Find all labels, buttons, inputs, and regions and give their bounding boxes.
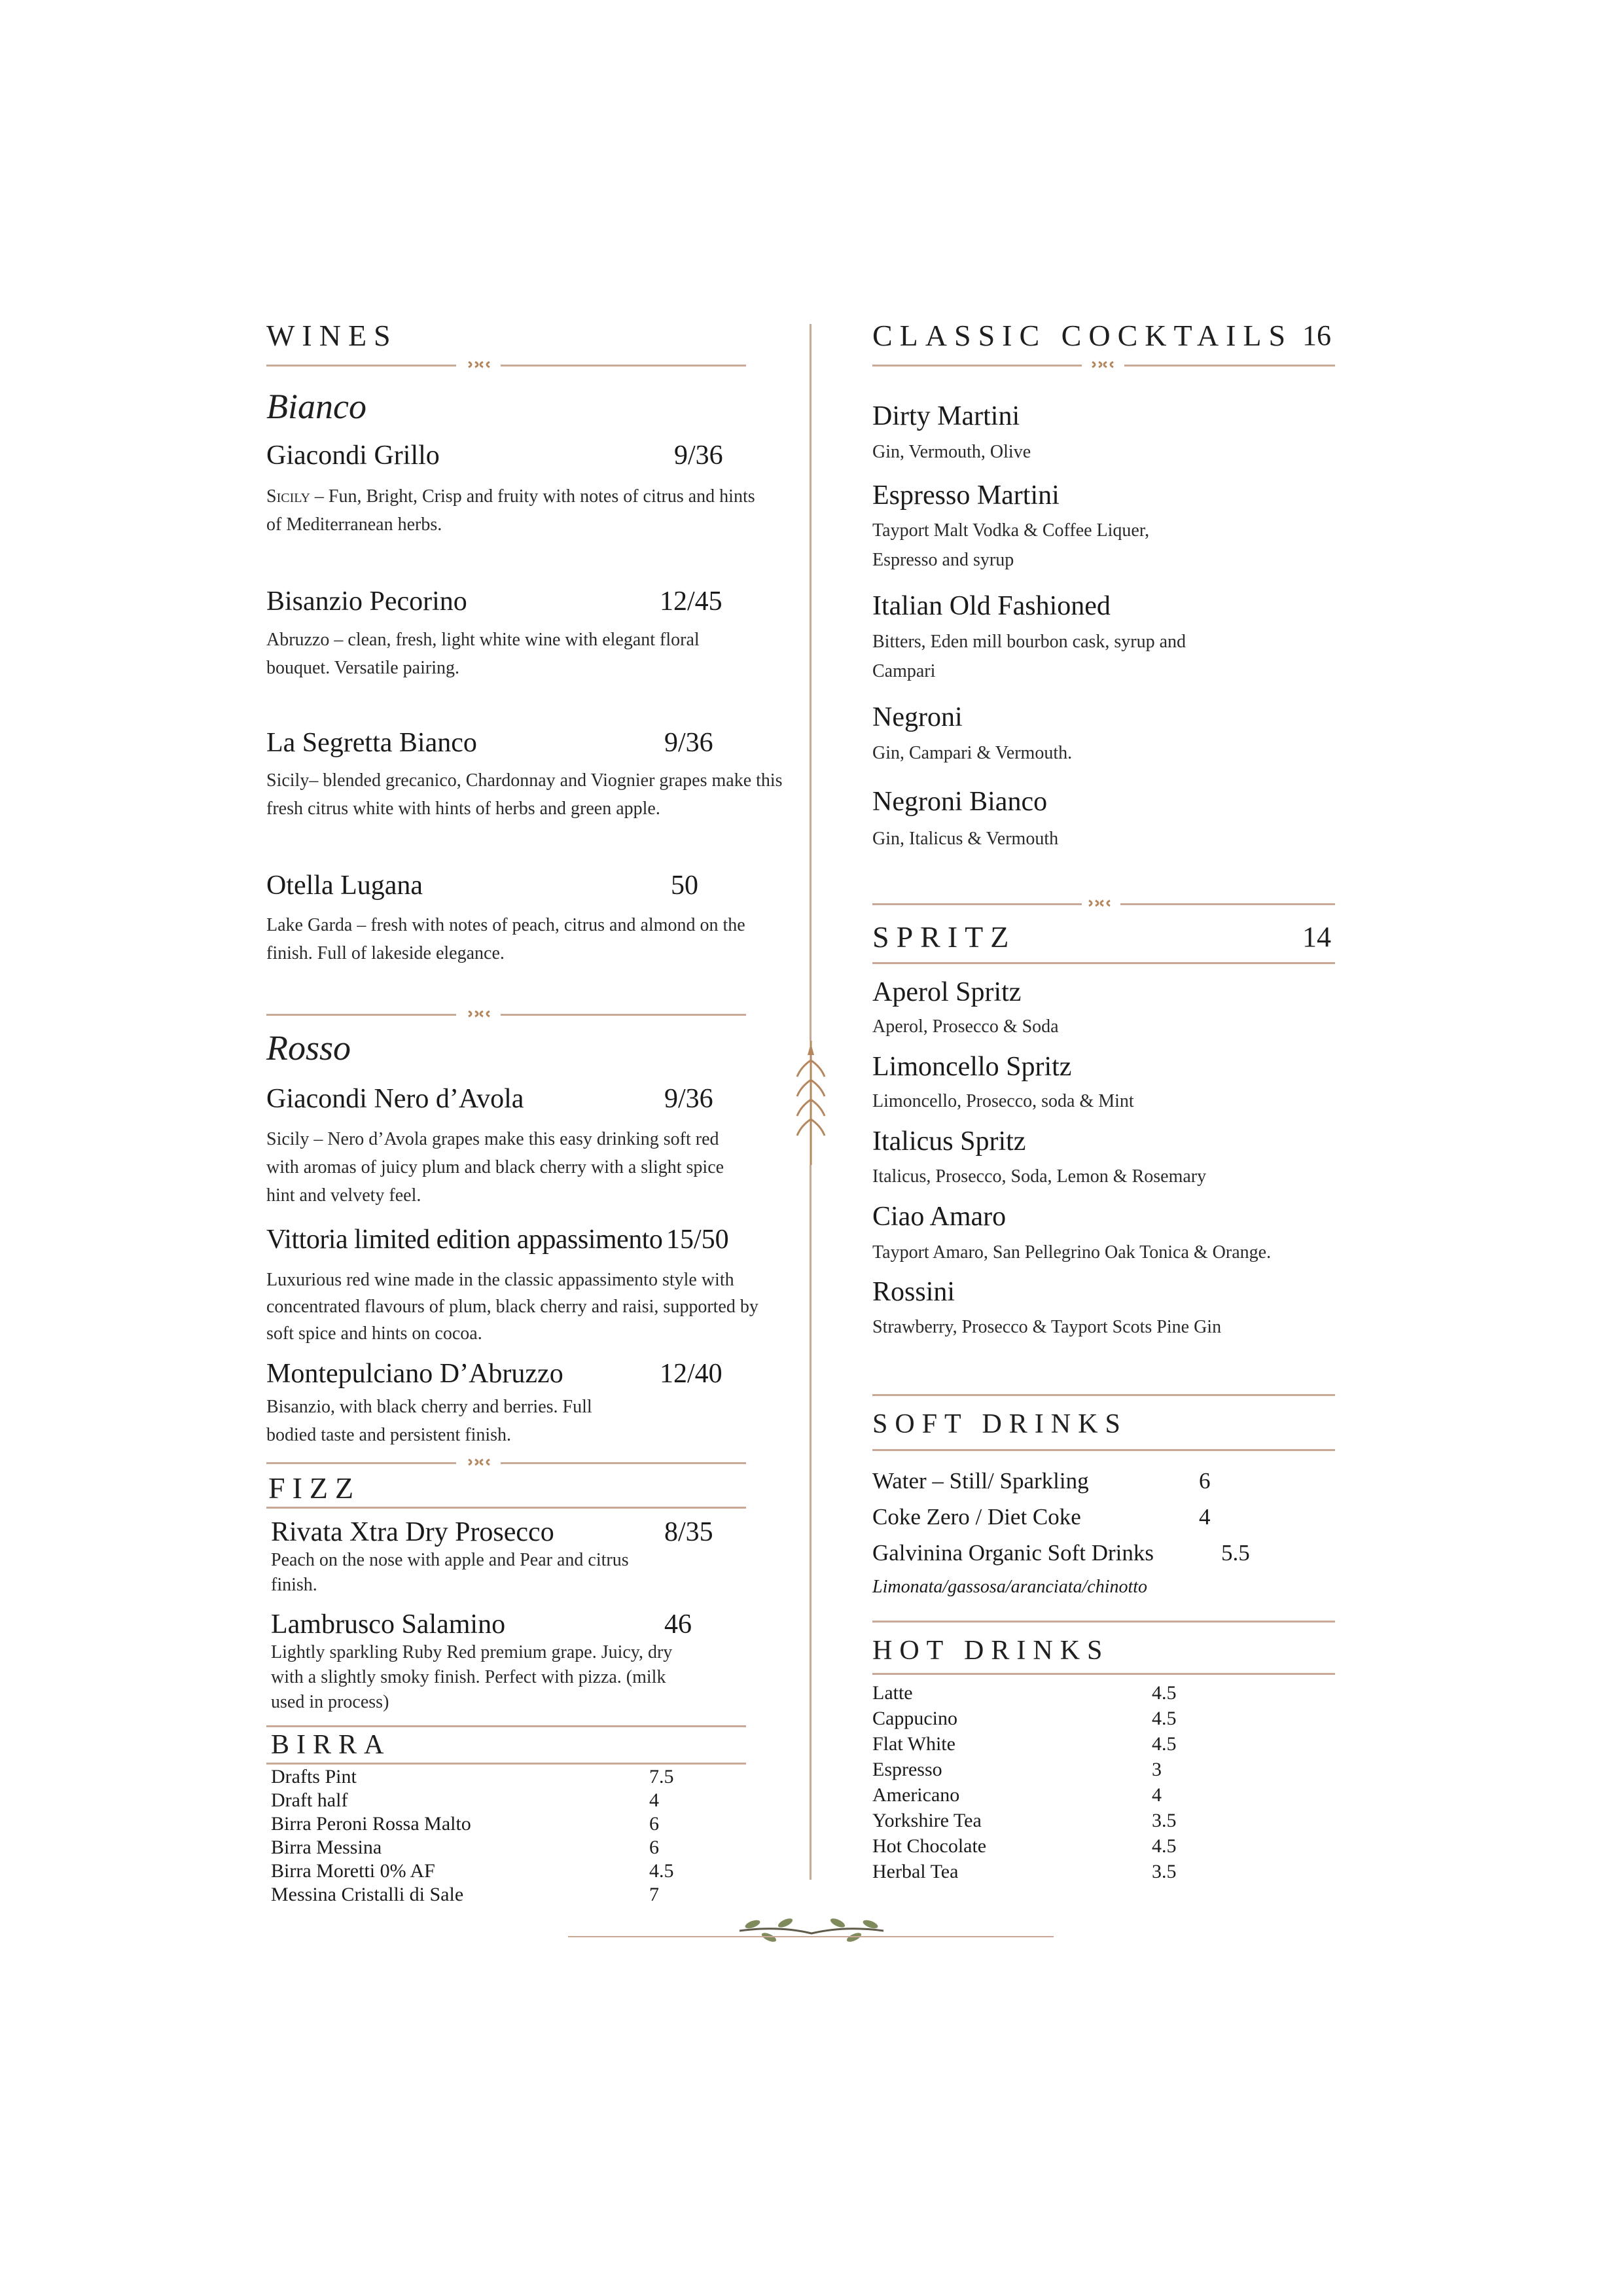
laurel-ornament-icon (733, 1911, 890, 1950)
divider (266, 1763, 746, 1765)
soft-drink-price: 5.5 (1221, 1540, 1250, 1566)
footer-divider (568, 1936, 1054, 1937)
cocktail-description: Gin, Campari & Vermouth. (872, 743, 1073, 763)
hot-drink-name: Latte (872, 1682, 913, 1704)
divider (266, 1014, 456, 1016)
birra-title: BIRRA (271, 1730, 391, 1760)
wine-name: Bisanzio Pecorino (266, 586, 467, 617)
divider (501, 1462, 746, 1464)
wine-price: 12/45 (660, 586, 722, 617)
cocktail-name: Dirty Martini (872, 401, 1020, 431)
ornament-icon (1086, 897, 1113, 910)
wine-price: 50 (671, 870, 698, 901)
soft-drink-note: Limonata/gassosa/aranciata/chinotto (872, 1577, 1148, 1597)
hot-drink-price: 4.5 (1152, 1708, 1177, 1729)
beer-name: Birra Messina (271, 1837, 382, 1858)
divider (266, 1725, 746, 1727)
beer-price: 7 (649, 1884, 659, 1905)
beer-name: Draft half (271, 1789, 348, 1811)
divider (872, 962, 1335, 964)
beer-price: 6 (649, 1813, 659, 1835)
wine-price: 9/36 (664, 1084, 713, 1114)
wine-description: Sicily– blended grecanico, Chardonnay and Viognier grapes make this fresh citrus white with hints of herbs and green apple. (266, 770, 783, 819)
spritz-name: Limoncello Spritz (872, 1052, 1072, 1082)
soft-drink-price: 6 (1199, 1468, 1211, 1494)
wine-price: 9/36 (674, 440, 723, 471)
cocktails-price: 16 (1302, 319, 1331, 351)
divider (266, 1507, 746, 1509)
wine-region: Sicily (266, 486, 310, 507)
wine-description: Lake Garda – fresh with notes of peach, citrus and almond on the finish. Full of lakeside elegance. (266, 915, 745, 963)
cocktail-name: Espresso Martini (872, 480, 1060, 511)
hot-drink-price: 4.5 (1152, 1682, 1177, 1704)
fizz-title: FIZZ (268, 1471, 361, 1505)
wine-description: Sicily – Nero d’Avola grapes make this easy drinking soft red with aromas of juicy plum and black cherry with a slight spice hint and velvety feel. (266, 1129, 724, 1206)
ornament-icon (466, 1456, 492, 1469)
divider (872, 365, 1082, 367)
wine-price: 9/36 (664, 728, 713, 758)
cocktail-description: Gin, Italicus & Vermouth (872, 829, 1059, 849)
cocktail-name: Negroni (872, 702, 963, 732)
cocktail-description: Bitters, Eden mill bourbon cask, syrup and Campari (872, 632, 1186, 681)
column-divider (810, 324, 812, 1041)
hot-drink-name: Yorkshire Tea (872, 1810, 982, 1831)
spritz-description: Aperol, Prosecco & Soda (872, 1016, 1059, 1037)
spritz-description: Tayport Amaro, San Pellegrino Oak Tonica & Orange. (872, 1242, 1272, 1263)
cocktail-description: Gin, Vermouth, Olive (872, 442, 1031, 462)
divider (501, 1014, 746, 1016)
beer-price: 4 (649, 1789, 659, 1811)
soft-drink-name: Galvinina Organic Soft Drinks (872, 1540, 1154, 1566)
beer-name: Messina Cristalli di Sale (271, 1884, 464, 1905)
fizz-name: Rivata Xtra Dry Prosecco (271, 1517, 554, 1547)
beer-name: Birra Peroni Rossa Malto (271, 1813, 471, 1835)
wine-price: 15/50 (666, 1225, 729, 1255)
beer-price: 6 (649, 1837, 659, 1858)
wine-description: Abruzzo – clean, fresh, light white wine with elegant floral bouquet. Versatile pairing. (266, 630, 700, 678)
hot-drink-price: 3 (1152, 1759, 1162, 1780)
spritz-description: Italicus, Prosecco, Soda, Lemon & Rosemary (872, 1166, 1207, 1187)
spritz-description: Strawberry, Prosecco & Tayport Scots Pine Gin (872, 1317, 1222, 1337)
hot-drink-name: Hot Chocolate (872, 1835, 987, 1857)
wine-price: 12/40 (660, 1359, 722, 1389)
beer-name: Birra Moretti 0% AF (271, 1860, 435, 1882)
hot-drink-price: 4.5 (1152, 1733, 1177, 1755)
wines-title: WINES (266, 319, 398, 352)
fizz-description: Lightly sparkling Ruby Red premium grape. Juicy, dry with a slightly smoky finish. Perfect with pizza. (milk used in process) (271, 1642, 673, 1712)
ornament-icon (466, 1007, 492, 1020)
hot-drink-name: Flat White (872, 1733, 955, 1755)
hot-drink-price: 4.5 (1152, 1835, 1177, 1857)
divider (872, 1394, 1335, 1396)
cocktail-name: Negroni Bianco (872, 787, 1048, 817)
hot-drink-price: 3.5 (1152, 1861, 1177, 1882)
wine-name: Giacondi Nero d’Avola (266, 1084, 524, 1114)
spritz-name: Italicus Spritz (872, 1126, 1026, 1157)
beer-price: 7.5 (649, 1766, 674, 1787)
leaf-ornament-icon (792, 1041, 830, 1165)
spritz-name: Ciao Amaro (872, 1202, 1007, 1232)
hot-drink-price: 3.5 (1152, 1810, 1177, 1831)
wine-name: La Segretta Bianco (266, 728, 477, 758)
hot-drink-name: Cappucino (872, 1708, 957, 1729)
rosso-subtitle: Rosso (266, 1028, 351, 1067)
fizz-price: 46 (664, 1609, 692, 1640)
divider (872, 1673, 1335, 1675)
divider (1120, 903, 1335, 905)
ornament-icon (466, 358, 492, 371)
divider (1124, 365, 1335, 367)
fizz-description: Peach on the nose with apple and Pear and citrus finish. (271, 1550, 629, 1595)
divider (266, 365, 456, 367)
soft-drink-price: 4 (1199, 1504, 1211, 1530)
fizz-price: 8/35 (664, 1517, 713, 1547)
cocktail-description: Tayport Malt Vodka & Coffee Liquer, Espresso and syrup (872, 520, 1150, 570)
fizz-name: Lambrusco Salamino (271, 1609, 506, 1640)
hot-drink-price: 4 (1152, 1784, 1162, 1806)
divider (501, 365, 746, 367)
wine-name: Otella Lugana (266, 870, 423, 901)
cocktail-name: Italian Old Fashioned (872, 591, 1111, 621)
beer-price: 4.5 (649, 1860, 674, 1882)
divider (266, 1462, 456, 1464)
column-divider (810, 1165, 812, 1880)
spritz-name: Rossini (872, 1277, 955, 1307)
wine-name: Montepulciano D’Abruzzo (266, 1359, 563, 1389)
bianco-subtitle: Bianco (266, 387, 366, 426)
beer-name: Drafts Pint (271, 1766, 357, 1787)
hot-drink-name: Americano (872, 1784, 960, 1806)
wine-name: Vittoria limited edition appassimento (266, 1225, 663, 1255)
divider (872, 1621, 1335, 1623)
hot-drinks-title: HOT DRINKS (872, 1636, 1110, 1666)
hot-drink-name: Espresso (872, 1759, 942, 1780)
spritz-price: 14 (1302, 921, 1331, 953)
soft-drinks-title: SOFT DRINKS (872, 1409, 1128, 1439)
hot-drink-name: Herbal Tea (872, 1861, 959, 1882)
spritz-name: Aperol Spritz (872, 977, 1022, 1007)
divider (872, 903, 1082, 905)
wine-name: Giacondi Grillo (266, 440, 440, 471)
divider (872, 1449, 1335, 1451)
ornament-icon (1090, 358, 1116, 371)
soft-drink-name: Water – Still/ Sparkling (872, 1468, 1089, 1494)
spritz-title: SPRITZ (872, 920, 1016, 954)
wine-description: Luxurious red wine made in the classic appassimento style with concentrated flavours of plum, black cherry and raisi, supported by soft spice and hints on cocoa. (266, 1270, 758, 1344)
wine-description-text: – Fun, Bright, Crisp and fruity with notes of citrus and hints of Mediterranean herbs. (266, 486, 755, 535)
spritz-description: Limoncello, Prosecco, soda & Mint (872, 1091, 1134, 1111)
cocktails-title: CLASSIC COCKTAILS (872, 319, 1293, 352)
wine-description (266, 482, 764, 539)
soft-drink-name: Coke Zero / Diet Coke (872, 1504, 1081, 1530)
wine-description: Bisanzio, with black cherry and berries. Full bodied taste and persistent finish. (266, 1397, 592, 1445)
